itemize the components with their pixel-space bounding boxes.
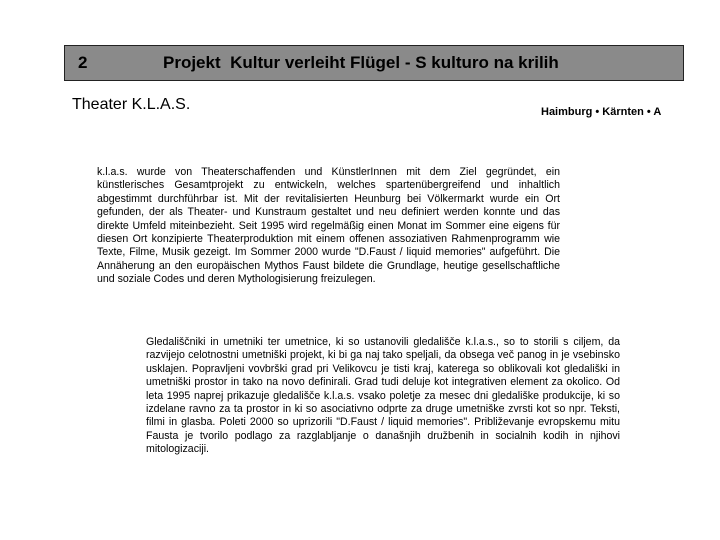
paragraph-slovene: Gledališčniki in umetniki ter umetnice, ki so ustanovili gledališče k.l.a.s., so to storili s ciljem, da razvijejo celotnostni umetniški projekt, ki bi ga naj tako speljali, da obsega več panog in je vsebinsko usklajen. Popravljeni vovbrški grad pri Velikovcu je tisti kraj, katerega so oblikovali kot gledališki in umetniški prostor in tako na novo definirali. Grad tudi deluje kot integrativen element za okolico. Od leta 1995 naprej prikazuje gledališče k.l.a.s. vsako poletje za mesec dni gledališke produkcije, ki so izdelane ravno za ta prostor in ki so asociativno odprte za druge umetniške zvrsti kot so npr. Teksti, filmi in glasba. Poleti 2000 so uprizorili "D.Faust / liquid memories". Približevanje evropskemu mitu Fausta je tvorilo podlago za razglabljanje o današnjih družbenih in socialnih kodih in njihovi mitologizaciji. bbox=[146, 336, 620, 456]
theater-name: Theater K.L.A.S. bbox=[72, 96, 191, 113]
location: Haimburg • Kärnten • A bbox=[541, 106, 662, 118]
page-number: 2 bbox=[78, 53, 88, 72]
page-title: Projekt Kultur verleiht Flügel - S kulturo na krilih bbox=[163, 53, 559, 72]
header-bar bbox=[64, 45, 684, 81]
paragraph-german: k.l.a.s. wurde von Theaterschaffenden und KünstlerInnen mit dem Ziel gegründet, ein künstlerisches Gesamtprojekt zu entwickeln, welches spartenübergreifend und inhaltlich abgestimmt durchführbar ist. Mit der revitalisierten Heunburg bei Völkermarkt wurde ein Ort gefunden, der als Theater- und Kunstraum gestaltet und neu definiert werden konnte und das direkte Umfeld miteinbezieht. Seit 1995 wird regelmäßig einen Monat im Sommer eine eigens für diesen Ort konzipierte Theaterproduktion mit einem offenen assoziativen Rahmenprogramm wie Texte, Filme, Musik gezeigt. Im Sommer 2000 wurde "D.Faust / liquid memories" aufgeführt. Die Annäherung an den europäischen Mythos Faust bildete die Grundlage, heutige gesellschaftliche und soziale Codes und deren Mythologisierung freizulegen. bbox=[97, 166, 560, 286]
